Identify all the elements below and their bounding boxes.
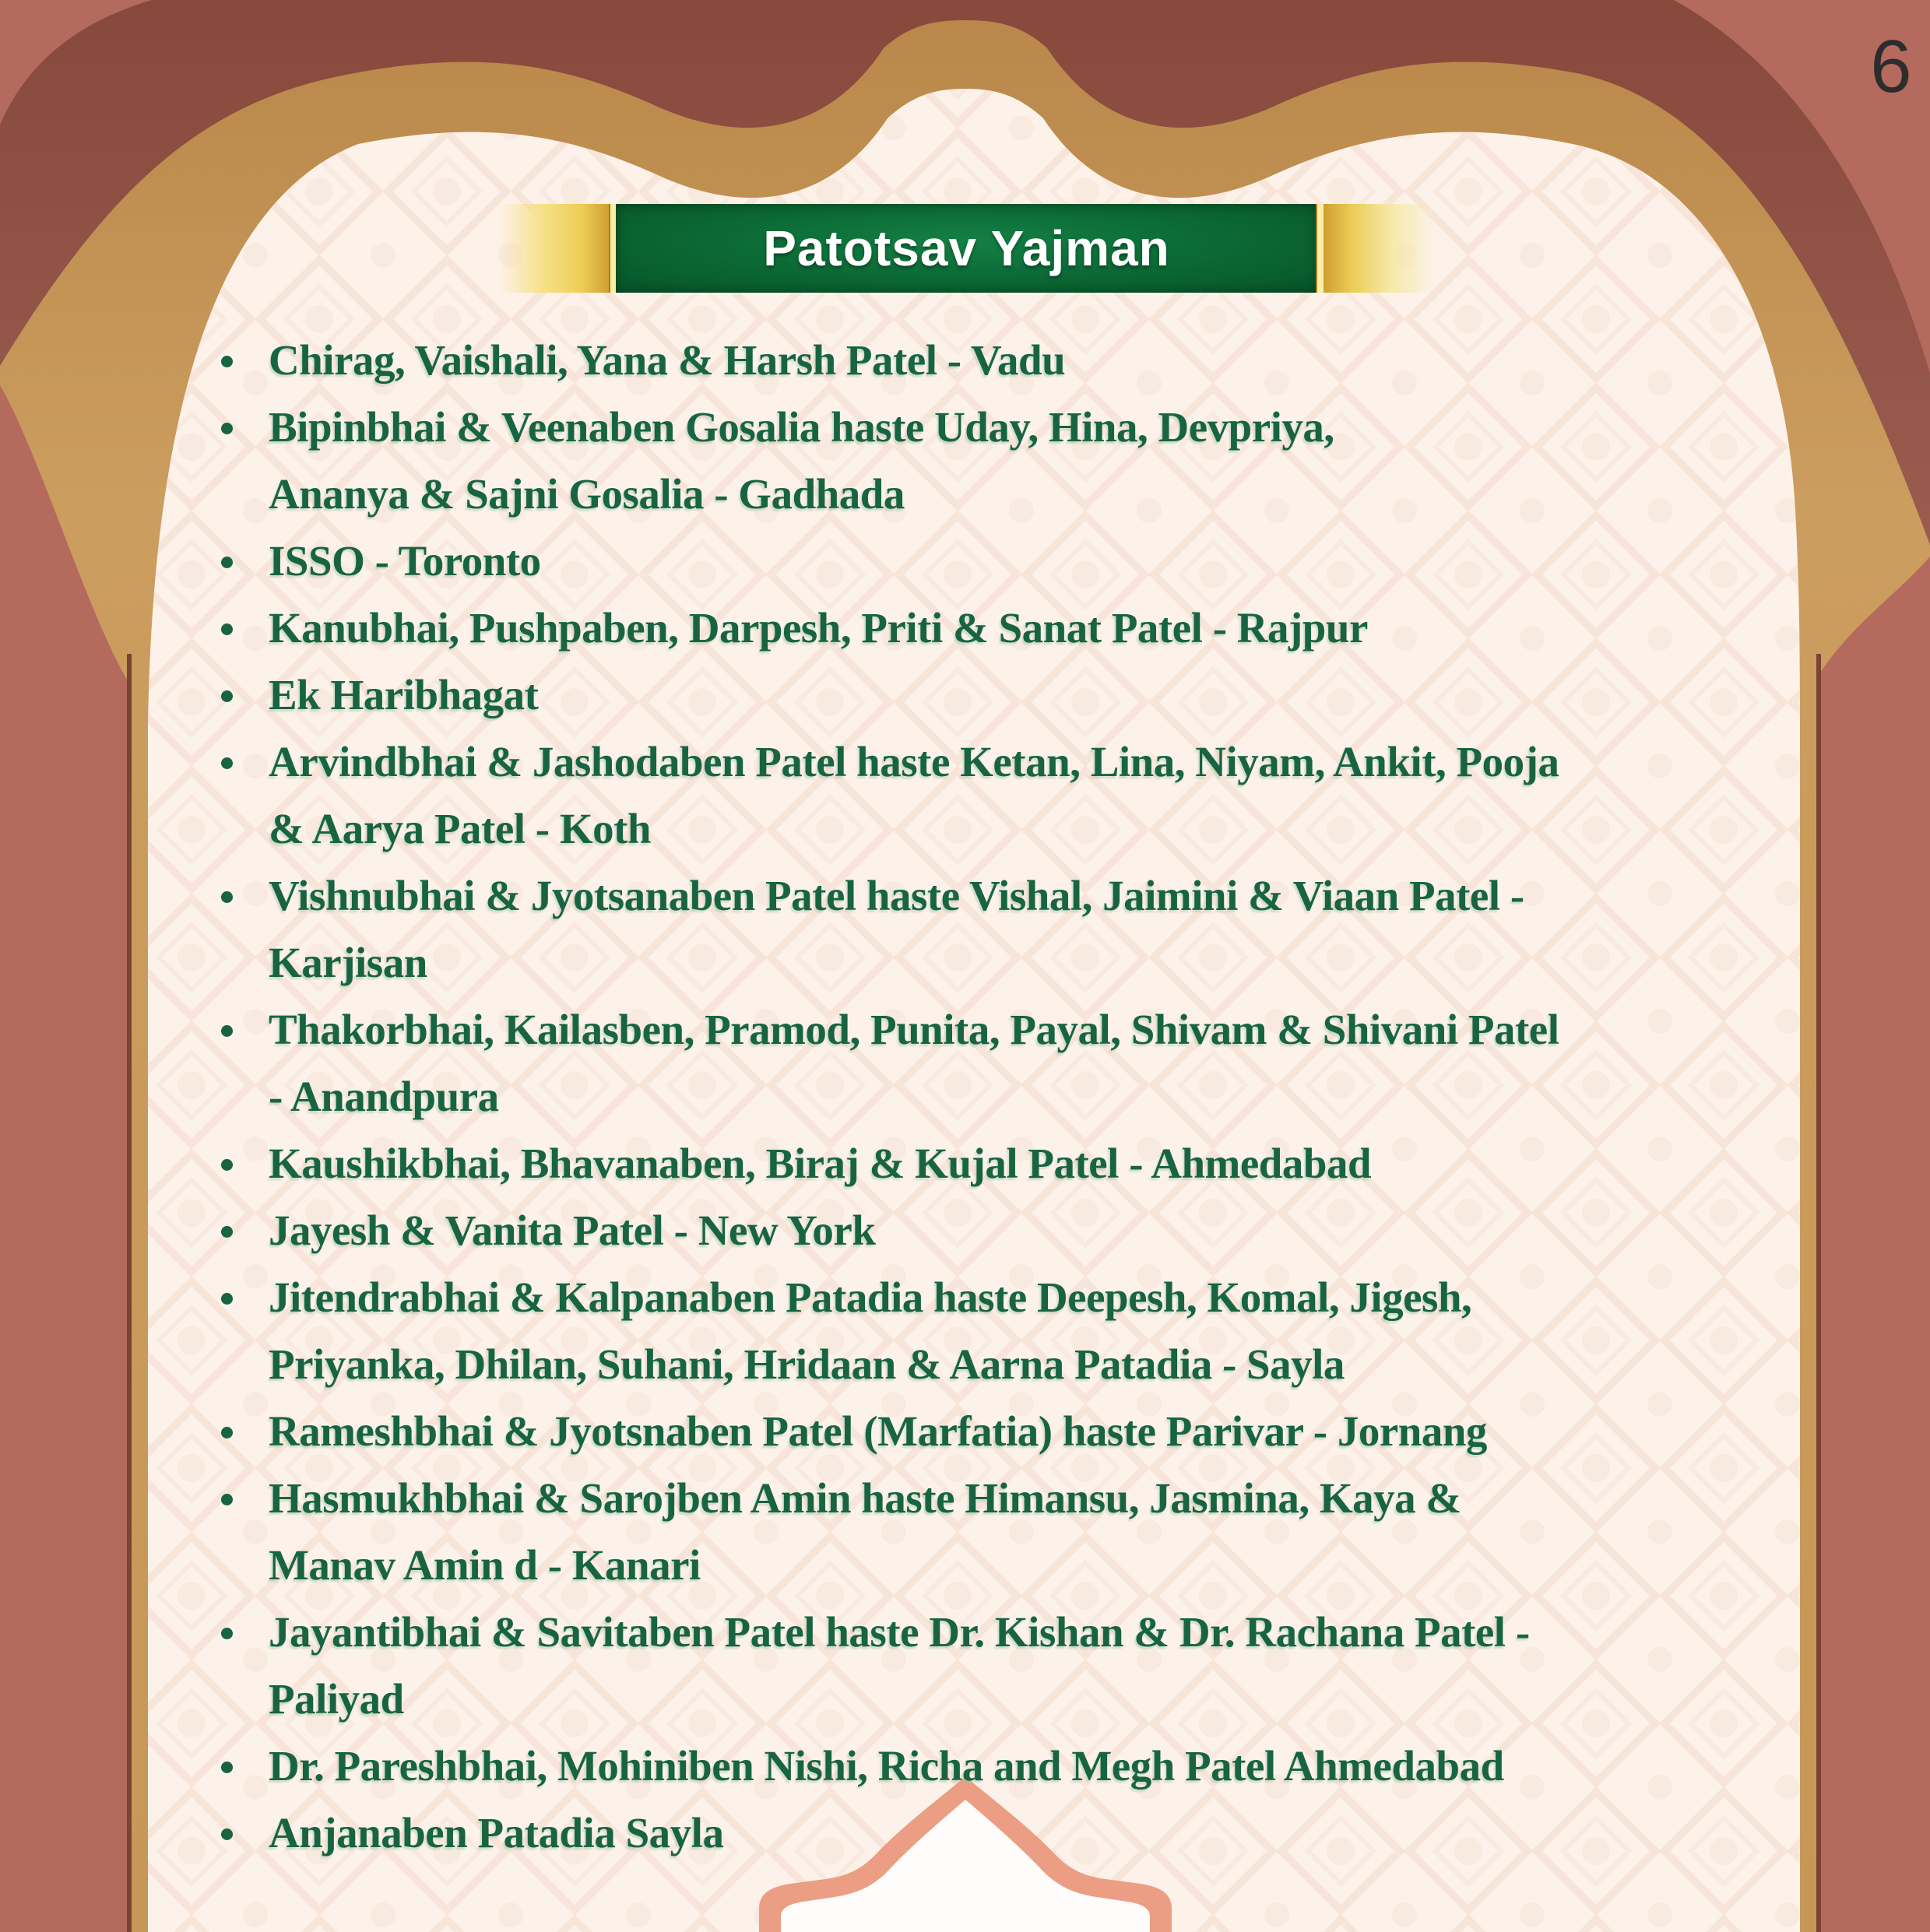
list-line [221,327,1809,394]
list-item-text: Jitendrabhai & Kalpanaben Patadia haste Deepesh, Komal, Jigesh, [269,1273,1472,1321]
list-line [221,862,1809,929]
page-number: 6 [1870,25,1912,108]
list-item-text: Chirag, Vaishali, Yana & Harsh Patel - Vadu [269,336,1066,384]
bullet-dot-icon [221,1828,233,1840]
list-line [221,1733,1809,1800]
list-item-text: Arvindbhai & Jashodaben Patel haste Ketan, Lina, Niyam, Ankit, Pooja [269,738,1559,785]
list-item-text: Jayantibhai & Savitaben Patel haste Dr. Kishan & Dr. Rachana Patel - [269,1608,1530,1656]
yajman-list [221,327,1809,1867]
banner-gold-wing-left [498,204,610,293]
list-line [221,929,1809,996]
list-item-text: Bipinbhai & Veenaben Gosalia haste Uday, Hina, Devpriya, [269,403,1334,451]
list-item-text: ISSO - Toronto [269,537,541,585]
list-line [221,662,1809,729]
list-item-text: & Aarya Patel - Koth [269,805,652,852]
bullet-dot-icon [221,557,233,568]
list-line [221,1599,1809,1666]
list-item-text: Anjanaben Patadia Sayla [269,1809,724,1856]
list-item-text: Manav Amin d - Kanari [269,1541,701,1589]
frame-hairline-right [1816,654,1821,1932]
bullet-dot-icon [221,1025,233,1037]
list-line [221,1063,1809,1130]
list-item-text: Karjisan [269,939,427,986]
bullet-dot-icon [221,1494,233,1505]
list-item-text: Thakorbhai, Kailasben, Pramod, Punita, Payal, Shivam & Shivani Patel [269,1006,1559,1053]
list-line [221,796,1809,862]
list-item-text: Hasmukhbhai & Sarojben Amin haste Himansu, Jasmina, Kaya & [269,1474,1461,1522]
list-line [221,394,1809,461]
banner-green-plate [616,204,1317,293]
list-line [221,1331,1809,1398]
bullet-dot-icon [221,423,233,434]
bullet-dot-icon [221,1762,233,1773]
banner-gold-wing-right [1324,204,1435,293]
list-item-text: Kaushikbhai, Bhavanaben, Biraj & Kujal Patel - Ahmedabad [269,1140,1372,1187]
bullet-dot-icon [221,1628,233,1639]
list-item-text: - Anandpura [269,1073,499,1120]
list-line [221,1532,1809,1599]
bullet-dot-icon [221,1159,233,1171]
list-item-text: Ek Haribhagat [269,671,539,718]
list-item-text: Ananya & Sajni Gosalia - Gadhada [269,470,905,518]
list-line [221,1264,1809,1331]
bullet-dot-icon [221,1293,233,1305]
list-item-text: Rameshbhai & Jyotsnaben Patel (Marfatia) haste Parivar - Jornang [269,1407,1487,1455]
list-item-text: Kanubhai, Pushpaben, Darpesh, Priti & Sanat Patel - Rajpur [269,604,1368,652]
bullet-dot-icon [221,891,233,903]
frame-hairline-left [127,654,132,1932]
list-item-text: Dr. Pareshbhai, Mohiniben Nishi, Richa and Megh Patel Ahmedabad [269,1742,1504,1790]
bullet-dot-icon [221,690,233,702]
bullet-dot-icon [221,624,233,635]
list-line [221,729,1809,796]
list-line [221,1197,1809,1264]
list-item-text: Jayesh & Vanita Patel - New York [269,1207,876,1254]
bullet-dot-icon [221,757,233,769]
list-line [221,1130,1809,1197]
list-line [221,1465,1809,1532]
list-line [221,1666,1809,1733]
list-line [221,996,1809,1063]
bullet-dot-icon [221,1226,233,1238]
list-item-text: Vishnubhai & Jyotsanaben Patel haste Vishal, Jaimini & Viaan Patel - [269,872,1524,919]
list-item-text: Priyanka, Dhilan, Suhani, Hridaan & Aarna Patadia - Sayla [269,1340,1345,1388]
bullet-dot-icon [221,1427,233,1438]
list-line [221,595,1809,662]
bullet-dot-icon [221,356,233,367]
list-line [221,1800,1809,1867]
page-title: Patotsav Yajman [763,220,1170,276]
list-line [221,528,1809,595]
list-line [221,1398,1809,1465]
title-banner [0,204,1930,293]
list-item-text: Paliyad [269,1675,404,1723]
list-line [221,461,1809,528]
